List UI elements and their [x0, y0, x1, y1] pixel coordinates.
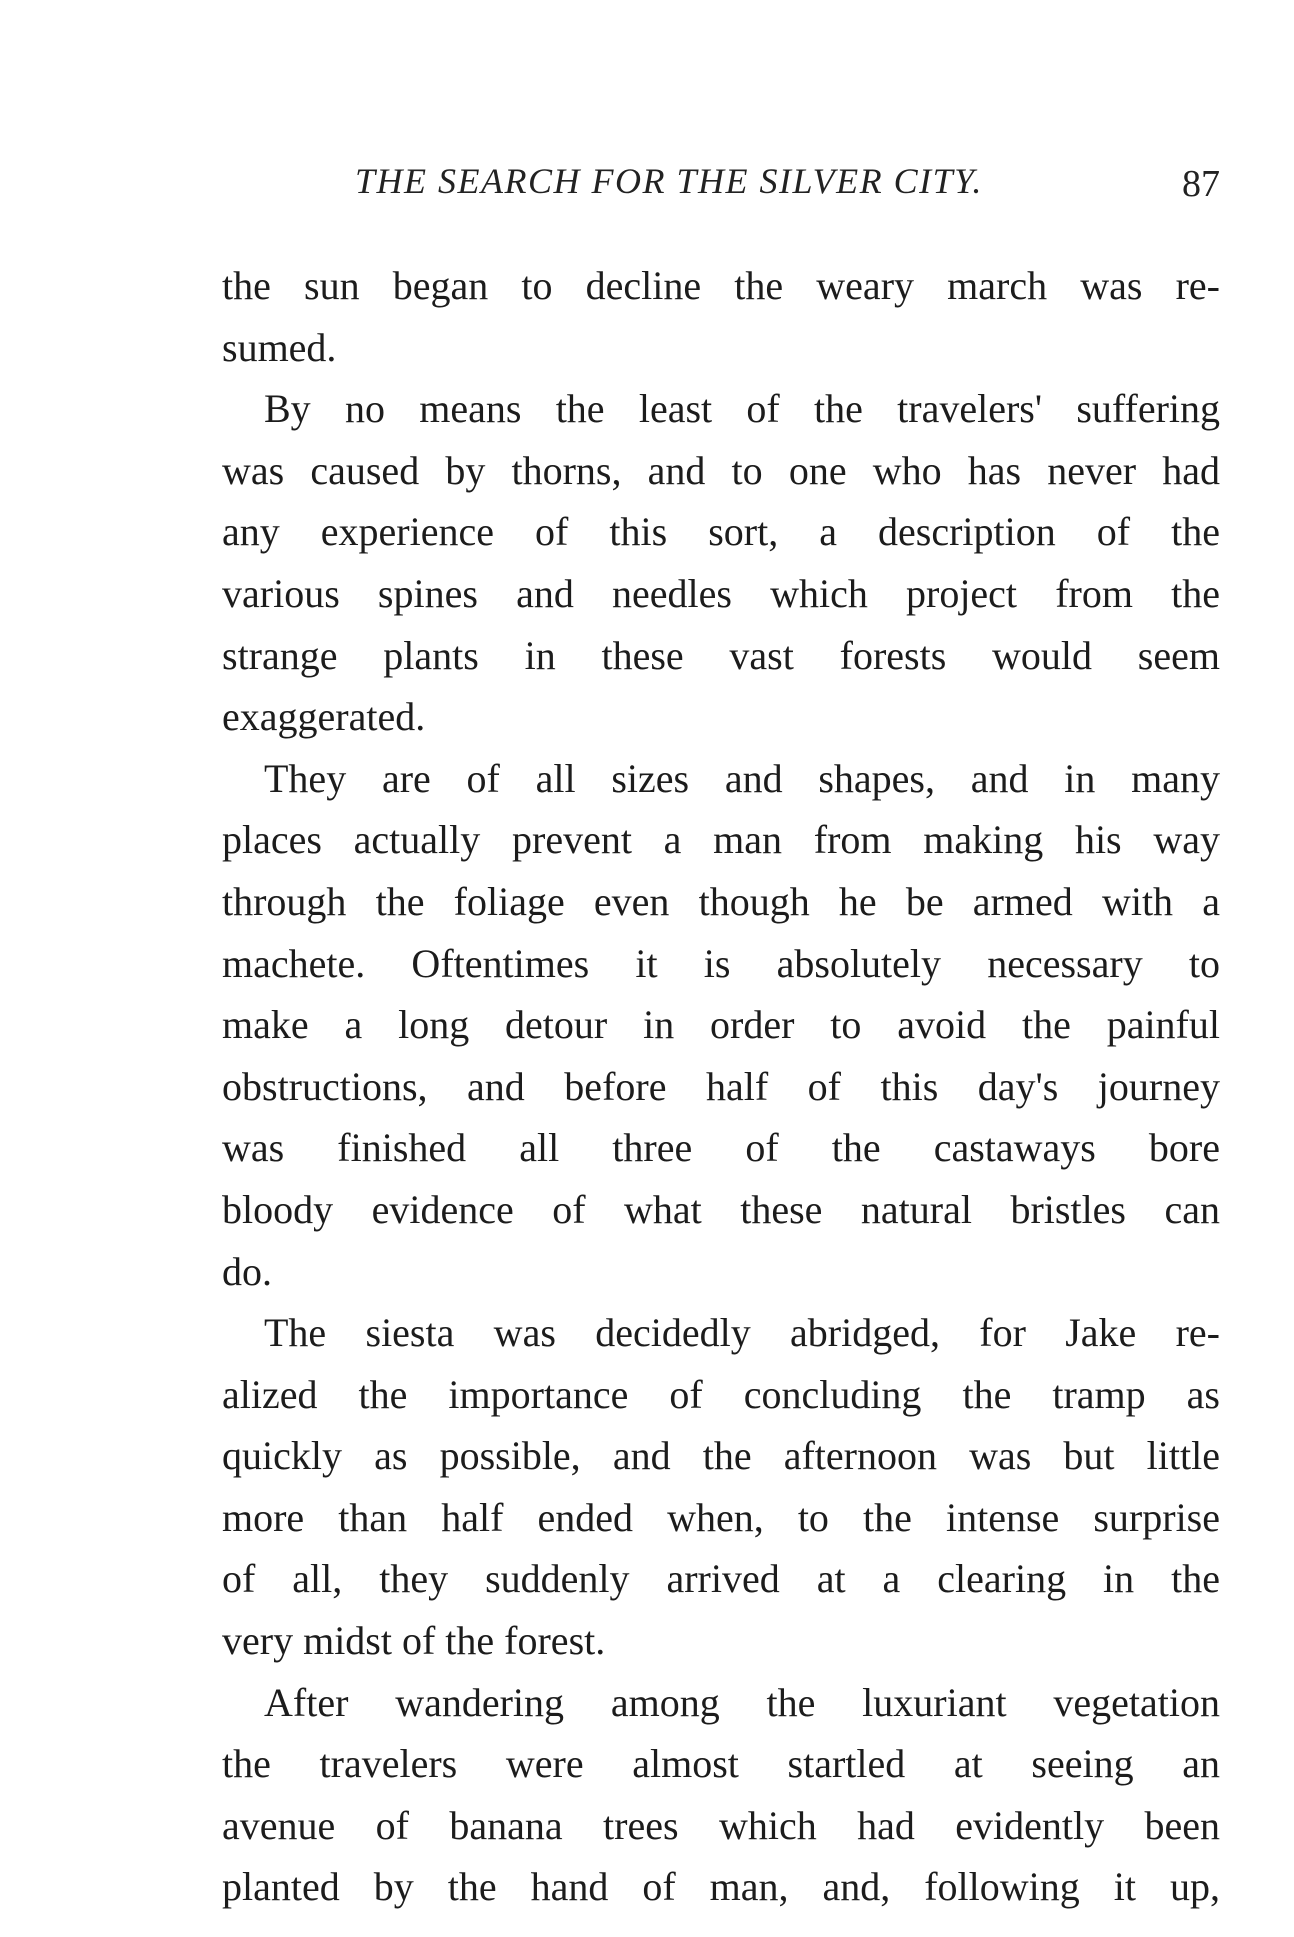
text-line: make a long detour in order to avoid the painful — [222, 1002, 1220, 1048]
text-line: planted by the hand of man, and, following it up, — [222, 1864, 1220, 1910]
text-line: strange plants in these vast forests would seem — [222, 632, 1220, 678]
running-title: THE SEARCH FOR THE SILVER CITY. — [355, 161, 983, 201]
text-line: The siesta was decidedly abridged, for Jake re- — [264, 1310, 1220, 1356]
running-head — [225, 160, 1220, 220]
text-line: was caused by thorns, and to one who has never had — [222, 447, 1220, 493]
text-line: very midst of the forest. — [222, 1618, 606, 1664]
text-line: the travelers were almost startled at seeing an — [222, 1741, 1220, 1787]
page-number: 87 — [1182, 163, 1220, 205]
text-line: do. — [222, 1248, 272, 1294]
text-line: By no means the least of the travelers' suffering — [264, 386, 1220, 432]
text-line: obstructions, and before half of this day's journey — [222, 1063, 1220, 1109]
text-line: of all, they suddenly arrived at a clearing in the — [222, 1556, 1220, 1602]
text-line: was finished all three of the castaways bore — [222, 1125, 1220, 1171]
text-line: through the foliage even though he be armed with a — [222, 878, 1220, 924]
text-line: alized the importance of concluding the tramp as — [222, 1371, 1220, 1417]
text-line: bloody evidence of what these natural bristles can — [222, 1186, 1220, 1232]
text-line: sumed. — [222, 324, 337, 370]
text-line: After wandering among the luxuriant vegetation — [264, 1679, 1220, 1725]
text-line: more than half ended when, to the intense surprise — [222, 1494, 1220, 1540]
text-line: any experience of this sort, a description of the — [222, 509, 1220, 555]
text-line: quickly as possible, and the afternoon was but little — [222, 1433, 1220, 1479]
text-line: They are of all sizes and shapes, and in many — [264, 755, 1220, 801]
text-line: machete. Oftentimes it is absolutely necessary to — [222, 940, 1220, 986]
text-line: the sun began to decline the weary march was re- — [222, 263, 1220, 308]
body-text — [222, 255, 1220, 1918]
text-line: avenue of banana trees which had evidently been — [222, 1802, 1220, 1848]
text-line: places actually prevent a man from making his way — [222, 817, 1220, 863]
text-line: exaggerated. — [222, 694, 426, 740]
text-line: various spines and needles which project from the — [222, 570, 1220, 616]
